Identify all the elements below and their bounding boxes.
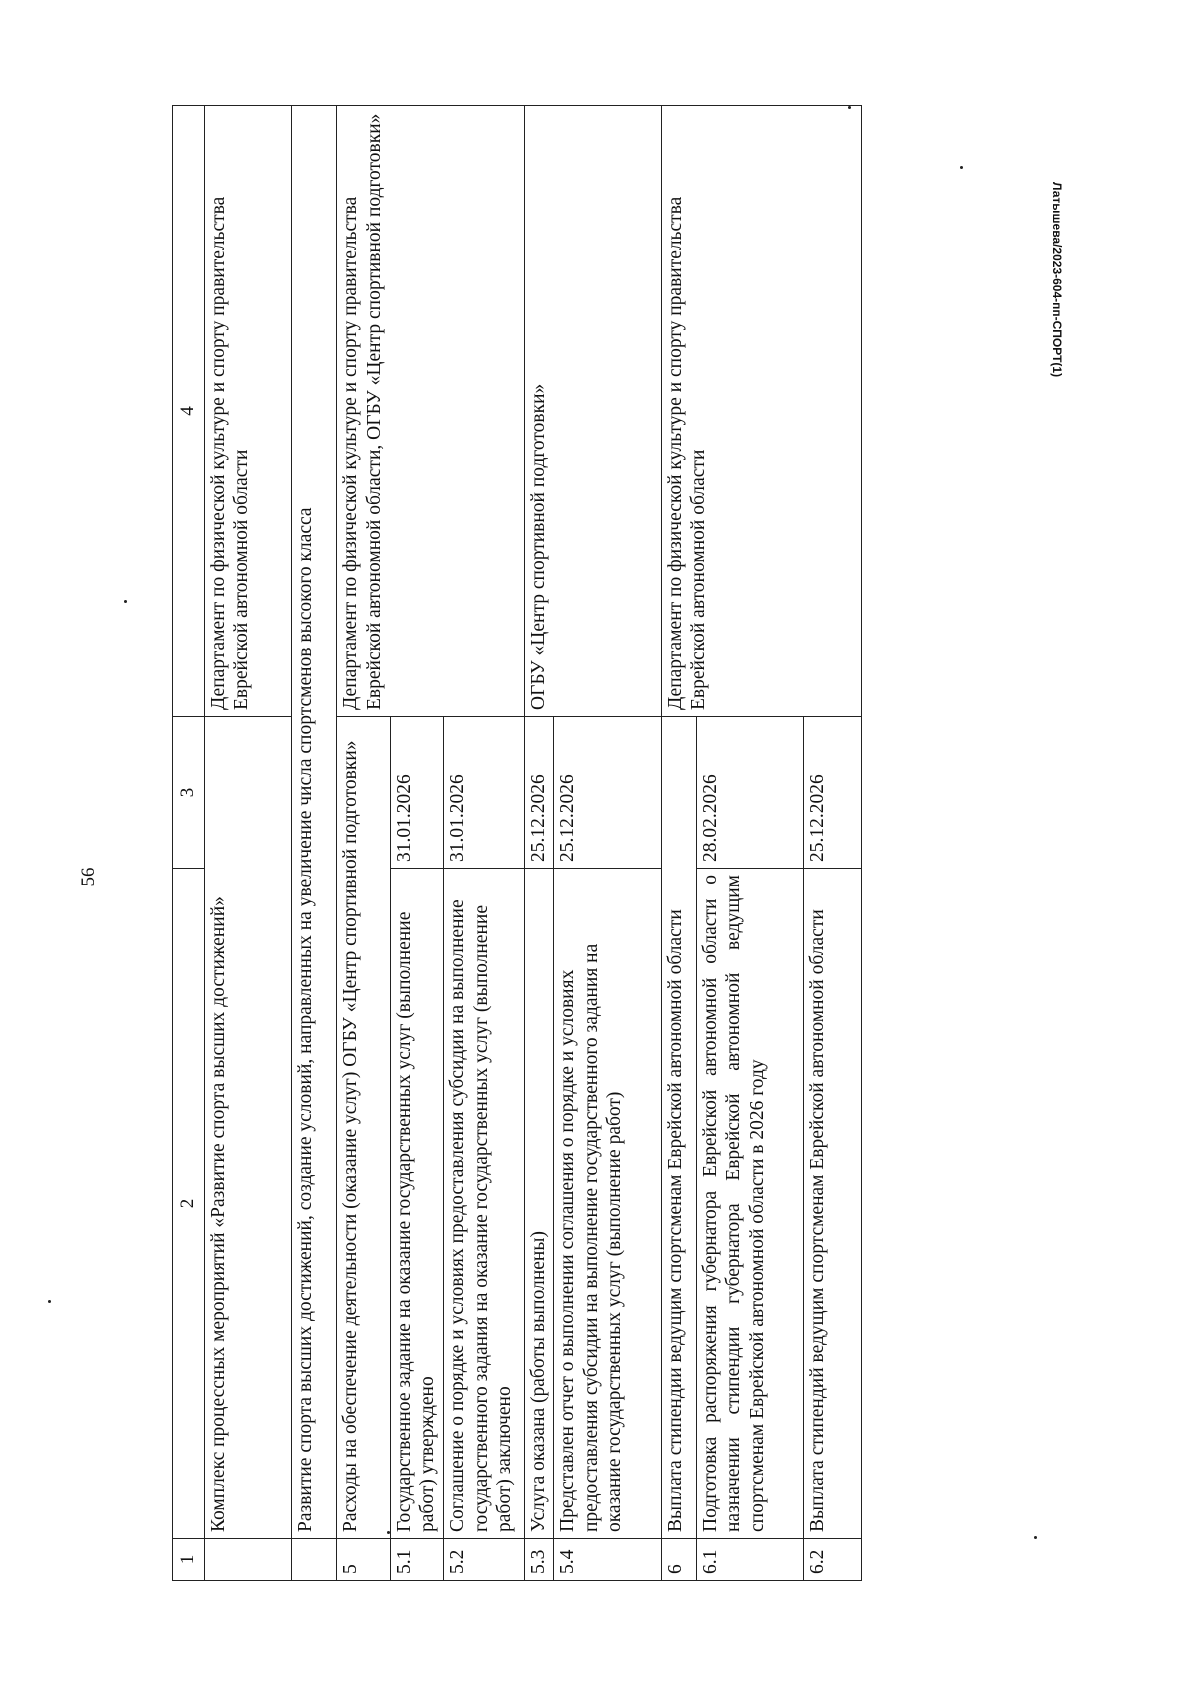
table-row xyxy=(525,106,554,1581)
row-text: Представлен отчет о выполнении соглашения о порядке и условиях предоставления субсидии на выполнение государственного задания на оказание государственных услуг (выполнение работ) xyxy=(554,869,661,1539)
row-text: Соглашение о порядке и условиях предоставления субсидии на выполнение государственного задания на оказание государственных услуг (выполнение работ) заключено xyxy=(444,869,525,1539)
scan-speck xyxy=(1034,1536,1037,1539)
section-row xyxy=(291,106,336,1581)
row-text: Расходы на обеспечение деятельности (оказание услуг) ОГБУ «Центр спортивной подготовки» xyxy=(337,717,391,1539)
row-text: Комплекс процессных мероприятий «Развитие спорта высших достижений» xyxy=(205,717,292,1539)
row-number: 5 xyxy=(337,1539,391,1581)
scan-speck xyxy=(48,1300,51,1303)
row-number: 5.2 xyxy=(444,1539,525,1581)
row-number: 5.1 xyxy=(390,1539,444,1581)
rotated-table-wrapper xyxy=(172,106,862,1581)
table-row xyxy=(205,106,292,1581)
row-date: 31.01.2026 xyxy=(444,717,525,869)
header-cell: 4 xyxy=(173,106,205,717)
row-responsible: ОГБУ «Центр спортивной подготовки» xyxy=(525,106,662,717)
row-number: 5.4 xyxy=(554,1539,661,1581)
row-number: 6.1 xyxy=(696,1539,803,1581)
document-code: Латышева/2023-604-пп-СПОРТ(1) xyxy=(1050,182,1064,378)
row-date: 25.12.2026 xyxy=(525,717,554,869)
header-row xyxy=(173,106,205,1581)
row-text: Услуга оказана (работы выполнены) xyxy=(525,869,554,1539)
row-responsible: Департамент по физической культуре и спорту правительства Еврейской автономной области, ОГБУ «Центр спортивной подготовки» xyxy=(337,106,525,717)
section-text: Развитие спорта высших достижений, создание условий, направленных на увеличение числа спортсменов высокого класса xyxy=(291,106,336,1539)
row-date: 25.12.2026 xyxy=(554,717,661,869)
row-number xyxy=(205,1539,292,1581)
row-text: Выплата стипендии ведущим спортсменам Еврейской автономной области xyxy=(661,717,696,1539)
row-date: 25.12.2026 xyxy=(804,717,862,869)
row-number: 5.3 xyxy=(525,1539,554,1581)
row-date: 28.02.2026 xyxy=(696,717,803,869)
row-responsible: Департамент по физической культуре и спорту правительства Еврейской автономной области xyxy=(205,106,292,717)
page-number: 56 xyxy=(78,867,99,887)
header-cell: 1 xyxy=(173,1539,205,1581)
events-table xyxy=(172,105,862,1581)
row-responsible: Департамент по физической культуре и спорту правительства Еврейской автономной области xyxy=(661,106,861,717)
row-date: 31.01.2026 xyxy=(390,717,444,869)
scan-speck xyxy=(960,166,963,169)
row-number xyxy=(291,1539,336,1581)
row-text: Выплата стипендий ведущим спортсменам Еврейской автономной области xyxy=(804,869,862,1539)
row-number: 6.2 xyxy=(804,1539,862,1581)
header-cell: 3 xyxy=(173,717,205,869)
table-row xyxy=(661,106,696,1581)
row-text: Подготовка распоряжения губернатора Еврейской автономной области о назначении стипендии губернатора Еврейской автономной ведущим спортсменам Еврейской автономной области в 2026 году xyxy=(696,869,803,1539)
row-text: Государственное задание на оказание государственных услуг (выполнение работ) утверждено xyxy=(390,869,444,1539)
table-row xyxy=(337,106,391,1581)
scan-speck xyxy=(124,600,127,603)
row-number: 6 xyxy=(661,1539,696,1581)
header-cell: 2 xyxy=(173,869,205,1539)
